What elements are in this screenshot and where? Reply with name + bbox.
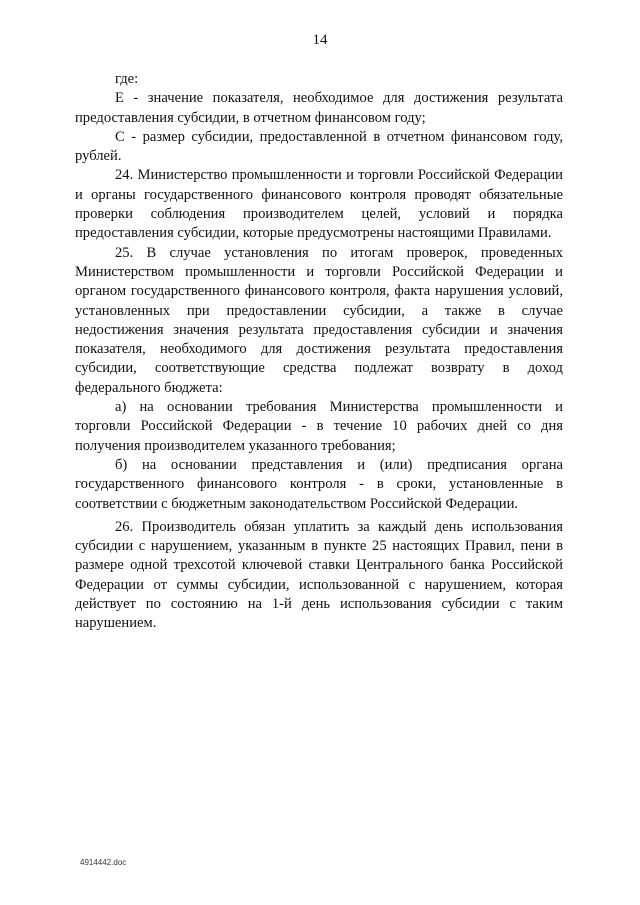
paragraph-25-a: а) на основании требования Министерства промышленности и торговли Российской Федерации - в течение 10 рабочих дней со дня получения производителем указанного требования;	[75, 399, 563, 454]
paragraph-25-b: б) на основании представления и (или) предписания органа государственного финансового контроля - в сроки, установленные в соответствии с бюджетным законодательством Российской Федерации.	[75, 456, 563, 512]
paragraph-definition-e: Е - значение показателя, необходимое для достижения результата предоставления субсидии, в отчетном финансовом году;	[75, 90, 563, 126]
paragraph-24: 24. Министерство промышленности и торговли Российской Федерации и органы государственного финансового контроля проводят обязательные проверки соблюдения производителем целей, условий и порядка предоставления субсидии, которые предусмотрены настоящими Правилами.	[75, 167, 563, 242]
paragraph-definition-c: С - размер субсидии, предоставленной в отчетном финансовом году, рублей.	[75, 128, 563, 165]
paragraph-where: где:	[115, 71, 139, 87]
document-filename: 4914442.doc	[80, 858, 127, 867]
document-body	[75, 70, 563, 634]
paragraph-26: 26. Производитель обязан уплатить за каждый день использования субсидии с нарушением, указанным в пункте 25 настоящих Правил, пени в размере одной трехсотой ключевой ставки Центрального банка Российской Федерации от суммы субсидии, использованной с нарушением, которая действует по состоянию на 1-й день использования субсидии с таким нарушением.	[75, 518, 563, 632]
paragraph-25: 25. В случае установления по итогам проверок, проведенных Министерством промышленности и торговли Российской Федерации и органом государственного финансового контроля, факта нарушения условий, установленных при предоставлении субсидии, а также в случае недостижения значения результата предоставления субсидии и значения показателя, необходимого для достижения результата предоставления субсидии, соответствующие средства подлежат возврату в доход федерального бюджета:	[75, 244, 563, 396]
page-number: 14	[312, 32, 328, 48]
